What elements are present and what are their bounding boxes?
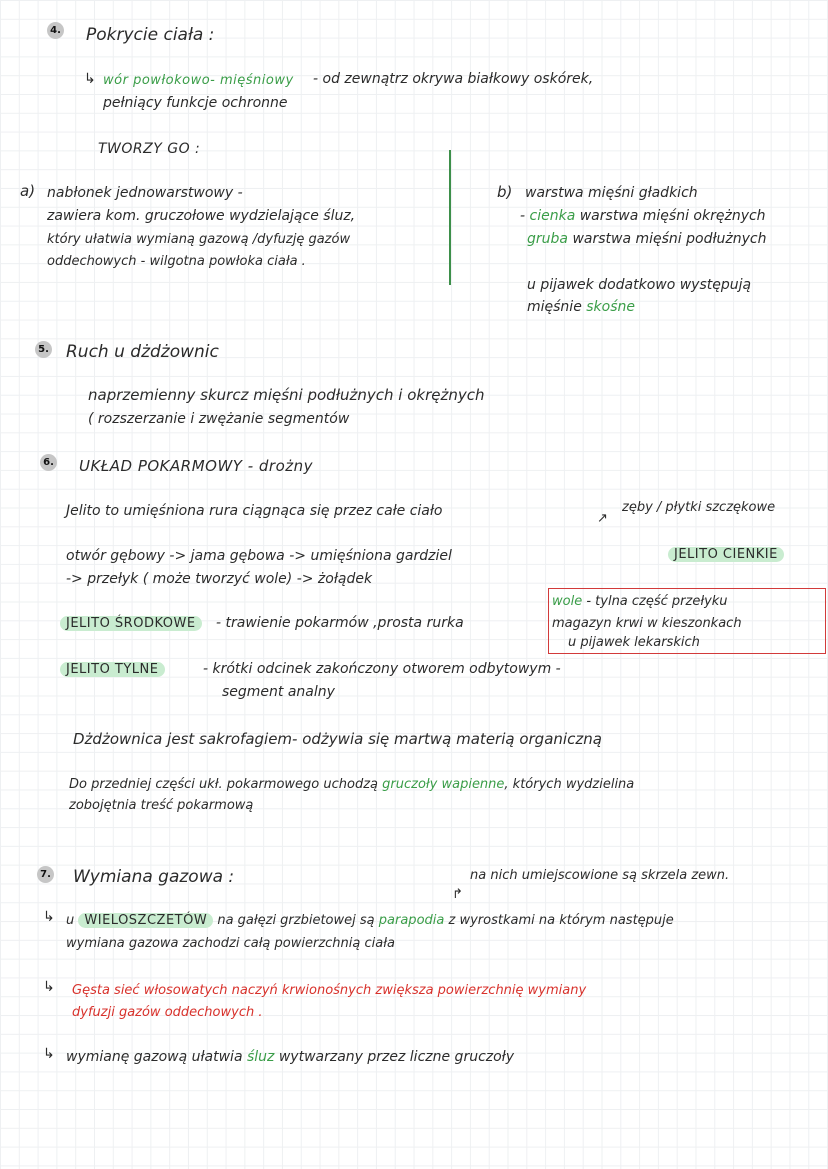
path-line-2: -> przełyk ( może tworzyć wole) -> żołądek <box>66 571 373 587</box>
column-divider <box>449 150 451 285</box>
wymiana-p1-line-1: u WIELOSZCZETÓW na gałęzi grzbietowej są parapodia z wyrostkami na którym następuje <box>66 913 674 928</box>
a-line-4: oddechowych - wilgotna powłoka ciała . <box>47 254 306 269</box>
tylne-line-2: segment analny <box>222 684 335 700</box>
a-line-1: nabłonek jednowarstwowy - <box>47 185 243 201</box>
a-line-3: który ułatwia wymianą gazową /dyfuzję gazów <box>47 232 351 247</box>
badge-jelito-tylne: JELITO TYLNE <box>60 661 165 678</box>
section-title-pokrycie: Pokrycie ciała : <box>86 25 215 45</box>
arrow-icon: ↳ <box>43 909 55 925</box>
tworzy-go: TWORZY GO : <box>98 141 201 157</box>
section-number-7: 7. <box>37 866 54 883</box>
teeth-note: zęby / płytki szczękowe <box>622 500 776 515</box>
section-number-4: 4. <box>47 22 64 39</box>
path-line-1: otwór gębowy -> jama gębowa -> umięśniona gardziel <box>66 548 452 564</box>
section-title-wymiana: Wymiana gazowa : <box>73 867 235 887</box>
a-line-2: zawiera kom. gruczołowe wydzielające śluz, <box>47 208 356 224</box>
label-b: b) <box>497 183 513 201</box>
gruczoly-line-2: zobojętnia treść pokarmową <box>69 798 254 813</box>
ruch-line-1: naprzemienny skurcz mięśni podłużnych i okrężnych <box>88 386 485 404</box>
b-line-4: u pijawek dodatkowo występują <box>527 277 752 293</box>
label-a: a) <box>20 182 36 200</box>
skrzela-note: na nich umiejscowione są skrzela zewn. <box>470 868 730 883</box>
ruch-line-2: ( rozszerzanie i zwężanie segmentów <box>88 411 350 427</box>
tylne-line-1: - krótki odcinek zakończony otworem odbytowym - <box>203 661 561 677</box>
wymiana-p3: wymianę gazową ułatwia śluz wytwarzany przez liczne gruczoły <box>66 1049 514 1065</box>
arrow-icon: ↳ <box>84 71 96 87</box>
note-arrow: ↱ <box>452 887 463 902</box>
srodkowe-text: - trawienie pokarmów ,prosta rurka <box>216 615 464 631</box>
badge-jelito-cienkie: JELITO CIENKIE <box>668 546 784 563</box>
arrow-icon: ↳ <box>43 979 55 995</box>
section-number-6: 6. <box>40 454 57 471</box>
b-line-1: warstwa mięśni gładkich <box>525 185 698 201</box>
wymiana-p2-line-2: dyfuzji gazów oddechowych . <box>72 1005 263 1020</box>
section-title-uklad: UKŁAD POKARMOWY - drożny <box>79 457 314 475</box>
wole-line-3: u pijawek lekarskich <box>568 635 700 650</box>
badge-jelito-srodkowe: JELITO ŚRODKOWE <box>60 615 202 632</box>
teeth-arrow: ↗ <box>597 511 608 526</box>
jelito-line: Jelito to umięśniona rura ciągnąca się przez całe ciało <box>66 503 443 519</box>
wole-line-2: magazyn krwi w kieszonkach <box>552 616 742 631</box>
gruczoly-line-1: Do przedniej części ukł. pokarmowego uchodzą gruczoły wapienne, których wydzielina <box>69 777 635 792</box>
arrow-icon: ↳ <box>43 1046 55 1062</box>
b-line-5: mięśnie skośne <box>527 299 636 315</box>
wymiana-p2-line-1: Gęsta sieć włosowatych naczyń krwionośnych zwiększa powierzchnię wymiany <box>72 983 587 998</box>
section-number-5: 5. <box>35 341 52 358</box>
section-title-ruch: Ruch u dżdżownic <box>66 342 219 362</box>
text-pelniacy: pełniący funkcje ochronne <box>103 95 288 111</box>
b-line-3: gruba warstwa mięśni podłużnych <box>527 231 767 247</box>
wole-line-1: wole - tylna część przełyku <box>552 594 728 609</box>
b-line-2: - cienka warstwa mięśni okrężnych <box>520 208 766 224</box>
term-wor: wór powłokowo- mięśniowy <box>103 73 294 88</box>
sakrofag-line: Dżdżownica jest sakrofagiem- odżywia się martwą materią organiczną <box>73 730 602 748</box>
text-okrywa: - od zewnątrz okrywa białkowy oskórek, <box>313 71 594 87</box>
wymiana-p1-line-2: wymiana gazowa zachodzi całą powierzchnią ciała <box>66 936 395 951</box>
